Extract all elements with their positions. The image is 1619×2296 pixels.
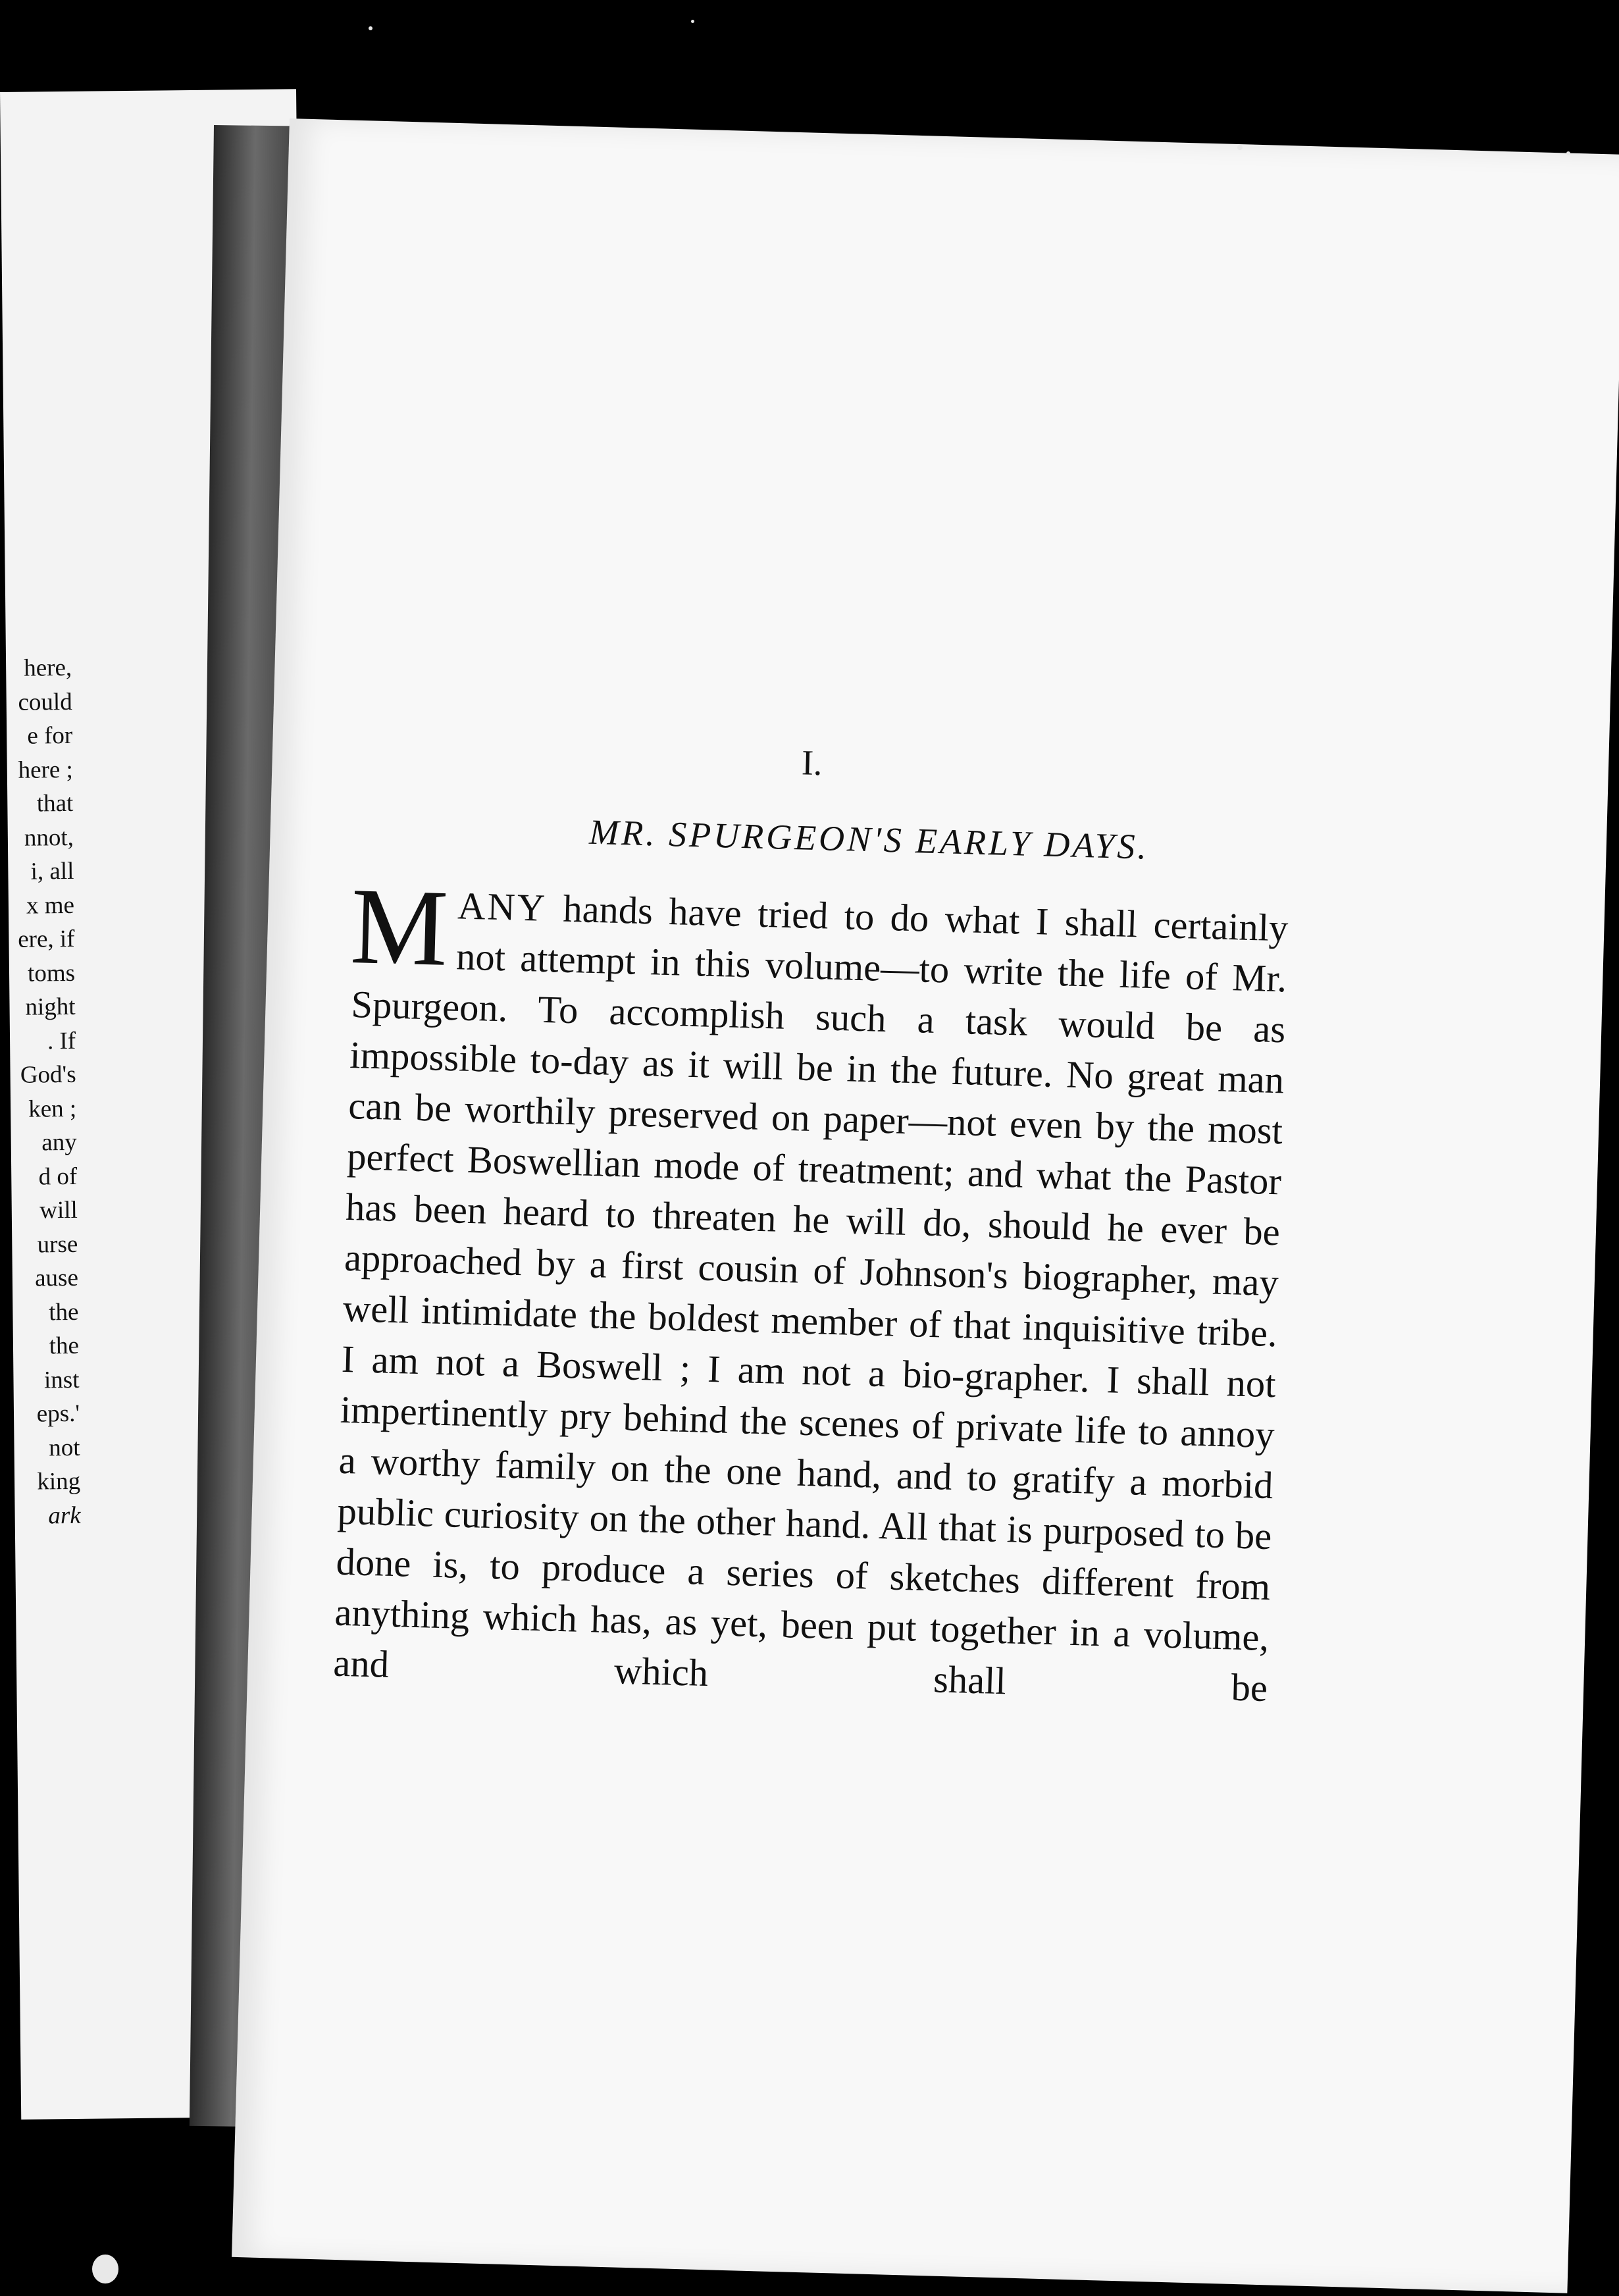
dust-speck (92, 2255, 118, 2283)
left-line: God's (20, 1060, 76, 1089)
body-paragraph (332, 864, 1289, 1713)
left-line: here, (24, 654, 72, 682)
left-line: urse (37, 1230, 78, 1259)
left-line: eps.' (36, 1399, 80, 1428)
left-line: night (25, 993, 76, 1021)
drop-cap: M (349, 864, 450, 989)
left-page-text (0, 651, 81, 1533)
lead-word: ANY (457, 884, 548, 930)
left-line: not (49, 1434, 80, 1461)
left-line: ken ; (28, 1095, 77, 1123)
left-line: nnot, (24, 823, 74, 852)
dust-speck (1237, 145, 1243, 150)
left-line: any (41, 1128, 77, 1157)
left-line: will (39, 1196, 78, 1224)
left-line: could (18, 688, 72, 716)
left-line: king (37, 1467, 81, 1496)
dust-speck (691, 20, 694, 23)
left-line: i, all (30, 857, 74, 885)
left-line: inst (43, 1366, 80, 1394)
dust-speck (369, 26, 373, 30)
body-text: hands have tried to do what I shall certainly not attempt in this volume—to write the life of Mr. Spurgeon. To accomplish such a task would be as impossible to-day as it will be in the future. No great man can be worthily preserved on paper—not even by the most perfect Boswellian mode of treatment; and what the Pastor has been heard to threaten he will do, should he ever be approached by a first cousin of Johnson's biographer, may well intimidate the boldest member of that inquisitive tribe. I am not a Boswell ; I am not a bio-grapher. I shall not impertinently pry behind the scenes of private life to annoy a worthy family on the one hand, and to gratify a morbid public curiosity on the other hand. All that is purposed to be done is, to produce a series of sketches different from anything which has, as yet, been put together in a volume, and which shall be (332, 887, 1289, 1710)
left-line: . If (47, 1027, 76, 1055)
left-line: d of (38, 1162, 78, 1190)
left-line-italic: ark (48, 1501, 81, 1529)
chapter-title: MR. SPURGEON'S EARLY DAYS. (588, 812, 1150, 867)
left-line: ause (34, 1264, 79, 1292)
left-line: the (48, 1298, 79, 1326)
left-line: e for (27, 721, 73, 750)
left-line: here ; (18, 756, 73, 784)
left-line: toms (27, 959, 76, 987)
left-line: the (49, 1332, 80, 1360)
dust-speck (1566, 151, 1570, 155)
chapter-number: I. (801, 743, 823, 783)
left-line: x me (26, 891, 75, 920)
left-line: that (36, 789, 74, 818)
left-line: ere, if (17, 925, 75, 953)
right-page (232, 118, 1619, 2293)
